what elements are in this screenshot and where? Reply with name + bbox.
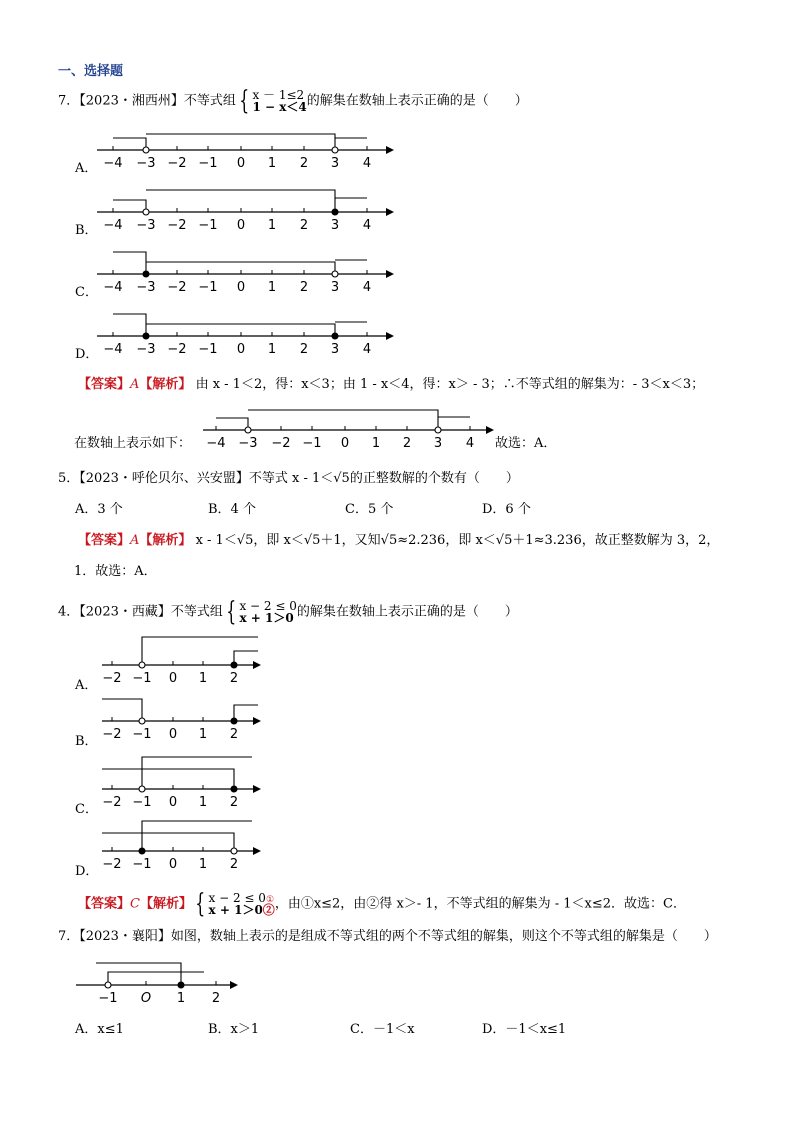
answer-letter: A (130, 377, 140, 392)
analysis-tag: 【解析】 (139, 533, 192, 548)
tick-label: −4 (206, 436, 226, 451)
tick-label: −3 (136, 156, 156, 171)
tick-label: 0 (168, 795, 178, 810)
inequality-2: 1 − x＜4 (252, 100, 307, 114)
tick-label: −2 (167, 156, 187, 171)
section-title: 一、选择题 (58, 64, 124, 79)
tick-label: −2 (167, 218, 187, 233)
tick-label: −3 (238, 436, 258, 451)
analysis-text: 由 x - 1＜2，得：x＜3；由 1 - x＜4，得：x＞ - 3；∴不等式组的解集为：- 3＜x＜3； (195, 377, 705, 392)
question-source: 【2023・西藏】 (79, 604, 171, 620)
answer-letter: A (130, 533, 140, 548)
tick-label: −1 (98, 991, 118, 1006)
choice-a: A．3 个 (75, 502, 123, 517)
tick-label: 4 (362, 218, 372, 233)
choice-d: D．－1＜x≤1 (482, 1022, 567, 1037)
tick-label: 2 (211, 991, 221, 1006)
tick-label: −3 (136, 280, 156, 295)
option-label-b: B． (75, 223, 98, 238)
question-text: 如图，数轴上表示的是组成不等式组的两个不等式组的解集，则这个不等式组的解集是（ ） (170, 929, 717, 944)
question-text: 的解集在数轴上表示正确的是（ ） (306, 93, 528, 109)
analysis-text: ，由①x≤2，由②得 x＞- 1，不等式组的解集为 - 1＜x≤2．故选：C． (274, 896, 686, 912)
analysis-text-2: 1．故选：A． (74, 564, 157, 579)
tick-label: 0 (168, 857, 178, 872)
inequality-2: x + 1＞0 (208, 903, 263, 917)
tick-label: 4 (362, 280, 372, 295)
tick-label: 3 (330, 280, 340, 295)
tick-label: 2 (299, 218, 309, 233)
inequality-1: x － 1≤2 (252, 88, 305, 102)
tick-label: −2 (167, 342, 187, 357)
tick-label: −2 (102, 671, 122, 686)
tick-label: 0 (340, 436, 350, 451)
tick-label: −1 (132, 727, 152, 742)
tick-label: 1 (267, 218, 277, 233)
tick-label: 3 (330, 342, 340, 357)
choice-b: B．4 个 (208, 502, 256, 517)
tick-label: 3 (433, 436, 443, 451)
answer-letter: C (130, 896, 140, 912)
tick-label: 2 (299, 280, 309, 295)
tick-label: 0 (168, 671, 178, 686)
question-number: 5． (58, 471, 80, 486)
option-label-c: C． (75, 285, 98, 300)
analysis-tag: 【解析】 (139, 377, 192, 392)
answer-tag: 【答案】 (78, 377, 131, 392)
tick-label: 1 (198, 727, 208, 742)
circled-mark-1: ① (265, 895, 275, 905)
tick-label: 2 (229, 795, 239, 810)
inequality-system: { x − 2 ≤ 0 x + 1＞0 (226, 597, 297, 627)
tick-label: −1 (198, 218, 218, 233)
option-label-b: B． (75, 734, 98, 749)
tick-label: 1 (198, 795, 208, 810)
circled-mark-2: ② (262, 903, 275, 917)
tick-label: −1 (198, 280, 218, 295)
tick-label: −2 (102, 857, 122, 872)
tick-label: −2 (102, 727, 122, 742)
answer-tag: 【答案】 (78, 896, 131, 912)
tick-label: 4 (362, 342, 372, 357)
question-source: 【2023・襄阳】 (79, 929, 171, 944)
tick-label: −1 (302, 436, 322, 451)
option-label-c: C． (75, 802, 98, 817)
question-source: 【2023・呼伦贝尔、兴安盟】 (79, 471, 249, 486)
tick-label: 2 (229, 857, 239, 872)
tick-label: 1 (267, 156, 277, 171)
choice-a: A．x≤1 (75, 1022, 124, 1037)
axis-arrow (230, 981, 238, 989)
tick-label: 2 (229, 727, 239, 742)
question-text: 不等式 x - 1＜√5的正整数解的个数有（ ） (248, 471, 519, 486)
tick-label: 1 (198, 857, 208, 872)
inequality-2: x + 1＞0 (239, 611, 294, 625)
choice-c: C．5 个 (345, 502, 394, 517)
tick-label: 1 (267, 342, 277, 357)
tick-label: 1 (176, 991, 186, 1006)
tick-label: 2 (402, 436, 412, 451)
tick-label: 4 (465, 436, 475, 451)
tick-label: 3 (330, 156, 340, 171)
solution-bracket (108, 972, 204, 985)
tick-label: −1 (198, 156, 218, 171)
tick-label: 0 (236, 342, 246, 357)
tick-label: 2 (299, 342, 309, 357)
question-number: 7． (58, 93, 80, 109)
analysis-tag: 【解析】 (139, 896, 192, 912)
tick-label: −2 (271, 436, 291, 451)
tick-label: O (140, 991, 152, 1006)
inequality-1: x − 2 ≤ 0 (208, 891, 266, 905)
tick-label: 4 (362, 156, 372, 171)
choice-b: B．x＞1 (208, 1022, 260, 1037)
tick-label: 2 (299, 156, 309, 171)
tick-label: 0 (236, 218, 246, 233)
tick-label: 1 (198, 671, 208, 686)
question-number: 7． (58, 929, 80, 944)
question-source: 【2023・湘西州】 (79, 93, 184, 109)
option-label-a: A． (75, 678, 98, 693)
tick-label: −2 (102, 795, 122, 810)
analysis-conclusion: 故选：A． (495, 436, 557, 451)
question-text: 不等式组 (170, 604, 223, 620)
open-endpoint (105, 982, 111, 988)
tick-label: −4 (103, 342, 123, 357)
closed-endpoint (178, 982, 184, 988)
tick-label: 1 (267, 280, 277, 295)
inequality-system: { x － 1≤2 1 − x＜4 (239, 86, 307, 116)
tick-label: 1 (371, 436, 381, 451)
tick-label: 0 (236, 156, 246, 171)
option-label-d: D． (75, 347, 99, 362)
tick-label: 0 (168, 727, 178, 742)
inequality-1: x − 2 ≤ 0 (239, 599, 297, 613)
tick-label: −1 (132, 795, 152, 810)
tick-label: −4 (103, 218, 123, 233)
tick-label: −2 (167, 280, 187, 295)
question-text: 不等式组 (183, 93, 236, 109)
tick-label: −1 (198, 342, 218, 357)
analysis-text-2: 在数轴上表示如下： (74, 436, 192, 451)
tick-label: −4 (103, 280, 123, 295)
tick-label: −4 (103, 156, 123, 171)
question-number: 4． (58, 604, 80, 620)
tick-label: 2 (229, 671, 239, 686)
option-label-d: D． (75, 864, 99, 879)
analysis-text: x - 1＜√5，即 x＜√5＋1，又知√5≈2.236，即 x＜√5＋1≈3.236，故正整数解为 3，2， (195, 533, 720, 548)
option-label-a: A． (75, 161, 98, 176)
choice-d: D．6 个 (482, 502, 531, 517)
question-text: 的解集在数轴上表示正确的是（ ） (296, 604, 518, 620)
tick-label: −3 (136, 342, 156, 357)
inequality-system: { x − 2 ≤ 0① x + 1＞0② (195, 889, 275, 919)
answer-tag: 【答案】 (78, 533, 131, 548)
choice-c: C．－1＜x (350, 1022, 415, 1037)
tick-label: −1 (132, 671, 152, 686)
tick-label: 0 (236, 280, 246, 295)
tick-label: −3 (136, 218, 156, 233)
tick-label: −1 (132, 857, 152, 872)
tick-label: 3 (330, 218, 340, 233)
